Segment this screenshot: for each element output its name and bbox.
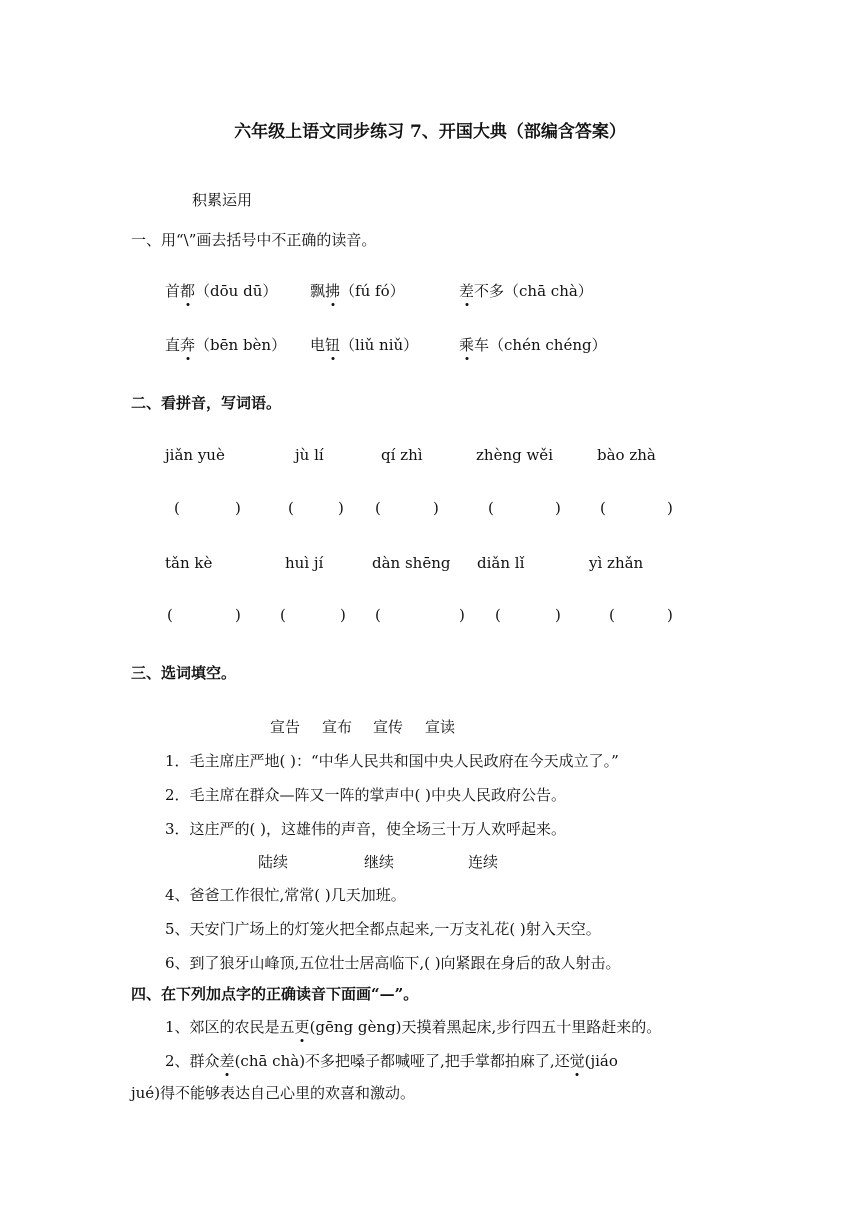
word-choice: 继续: [364, 853, 395, 871]
blank-close: ): [555, 606, 561, 624]
blank-open: (: [167, 606, 173, 624]
blank-open: (: [488, 499, 494, 517]
pinyin-item: diǎn lǐ: [477, 554, 525, 572]
word-choice: 连续: [468, 853, 499, 871]
blank-open: (: [375, 606, 381, 624]
pinyin-item: yì zhǎn: [589, 554, 644, 572]
blank-open: (: [174, 499, 180, 517]
pron-item: 电钮（liǔ niǔ）: [310, 336, 419, 354]
blank-close: ): [235, 606, 241, 624]
pinyin-item: zhèng wěi: [476, 446, 553, 464]
fill-item-1: 1．毛主席庄严地( )：“中华人民共和国中央人民政府在今天成立了。”: [165, 752, 619, 770]
word-choice: 宣读: [425, 718, 456, 736]
blank-close: ): [433, 499, 439, 517]
section3-heading: 三、选词填空。: [131, 664, 237, 682]
pron-item: 飘拂（fú fó）: [310, 282, 405, 300]
pinyin-item: jiǎn yuè: [165, 446, 225, 464]
section-subtitle: 积累运用: [192, 191, 253, 209]
pinyin-item: tǎn kè: [165, 554, 213, 572]
section2-heading: 二、看拼音，写词语。: [131, 394, 282, 412]
blank-close: ): [555, 499, 561, 517]
fill-item-2: 2．毛主席在群众—阵又一阵的掌声中( )中央人民政府公告。: [165, 786, 567, 804]
blank-open: (: [600, 499, 606, 517]
blank-open: (: [288, 499, 294, 517]
blank-close: ): [338, 499, 344, 517]
blank-open: (: [375, 499, 381, 517]
blank-open: (: [495, 606, 501, 624]
pinyin-item: dàn shēng: [372, 554, 451, 572]
blank-open: (: [609, 606, 615, 624]
blank-close: ): [667, 606, 673, 624]
blank-close: ): [667, 499, 673, 517]
pinyin-item: huì jí: [285, 554, 324, 572]
blank-close: ): [340, 606, 346, 624]
pron-item: 乘车（chén chéng）: [459, 336, 607, 354]
fill-item-6: 6、到了狼牙山峰顶,五位壮士居高临下,( )向紧跟在身后的敌人射击。: [165, 954, 621, 972]
word-choice: 陆续: [258, 853, 289, 871]
fill-item-5: 5、天安门广场上的灯笼火把全都点起来,一万支礼花( )射入天空。: [165, 920, 601, 938]
section4-heading: 四、在下列加点字的正确读音下面画“—”。: [131, 985, 419, 1003]
pinyin-item: qí zhì: [381, 446, 423, 464]
word-choice: 宣告: [270, 718, 301, 736]
blank-close: ): [459, 606, 465, 624]
section1-heading: 一、用“\”画去括号中不正确的读音。: [131, 231, 377, 249]
fill-item-3: 3．这庄严的( )，这雄伟的声音，使全场三十万人欢呼起来。: [165, 820, 567, 838]
fill-item-4: 4、爸爸工作很忙,常常( )几天加班。: [165, 886, 406, 904]
reading-item-2: 2、群众差(chā chà)不多把嗓子都喊哑了,把手掌都拍麻了,还觉(jiáo: [165, 1052, 618, 1070]
pron-item: 差不多（chā chà）: [459, 282, 593, 300]
word-choice: 宣布: [322, 718, 353, 736]
pinyin-item: bào zhà: [597, 446, 656, 464]
blank-close: ): [235, 499, 241, 517]
pron-item: 直奔（bēn bèn）: [165, 336, 287, 354]
reading-item-2-continued: jué)得不能够表达自己心里的欢喜和激动。: [131, 1084, 416, 1102]
word-choice: 宣传: [373, 718, 404, 736]
pinyin-item: jù lí: [295, 446, 324, 464]
reading-item-1: 1、郊区的农民是五更(gēng gèng)天摸着黑起床,步行四五十里路赶来的。: [165, 1018, 662, 1036]
page-title: 六年级上语文同步练习 7、开国大典（部编含答案）: [234, 122, 626, 142]
blank-open: (: [280, 606, 286, 624]
pron-item: 首都（dōu dū）: [165, 282, 278, 300]
